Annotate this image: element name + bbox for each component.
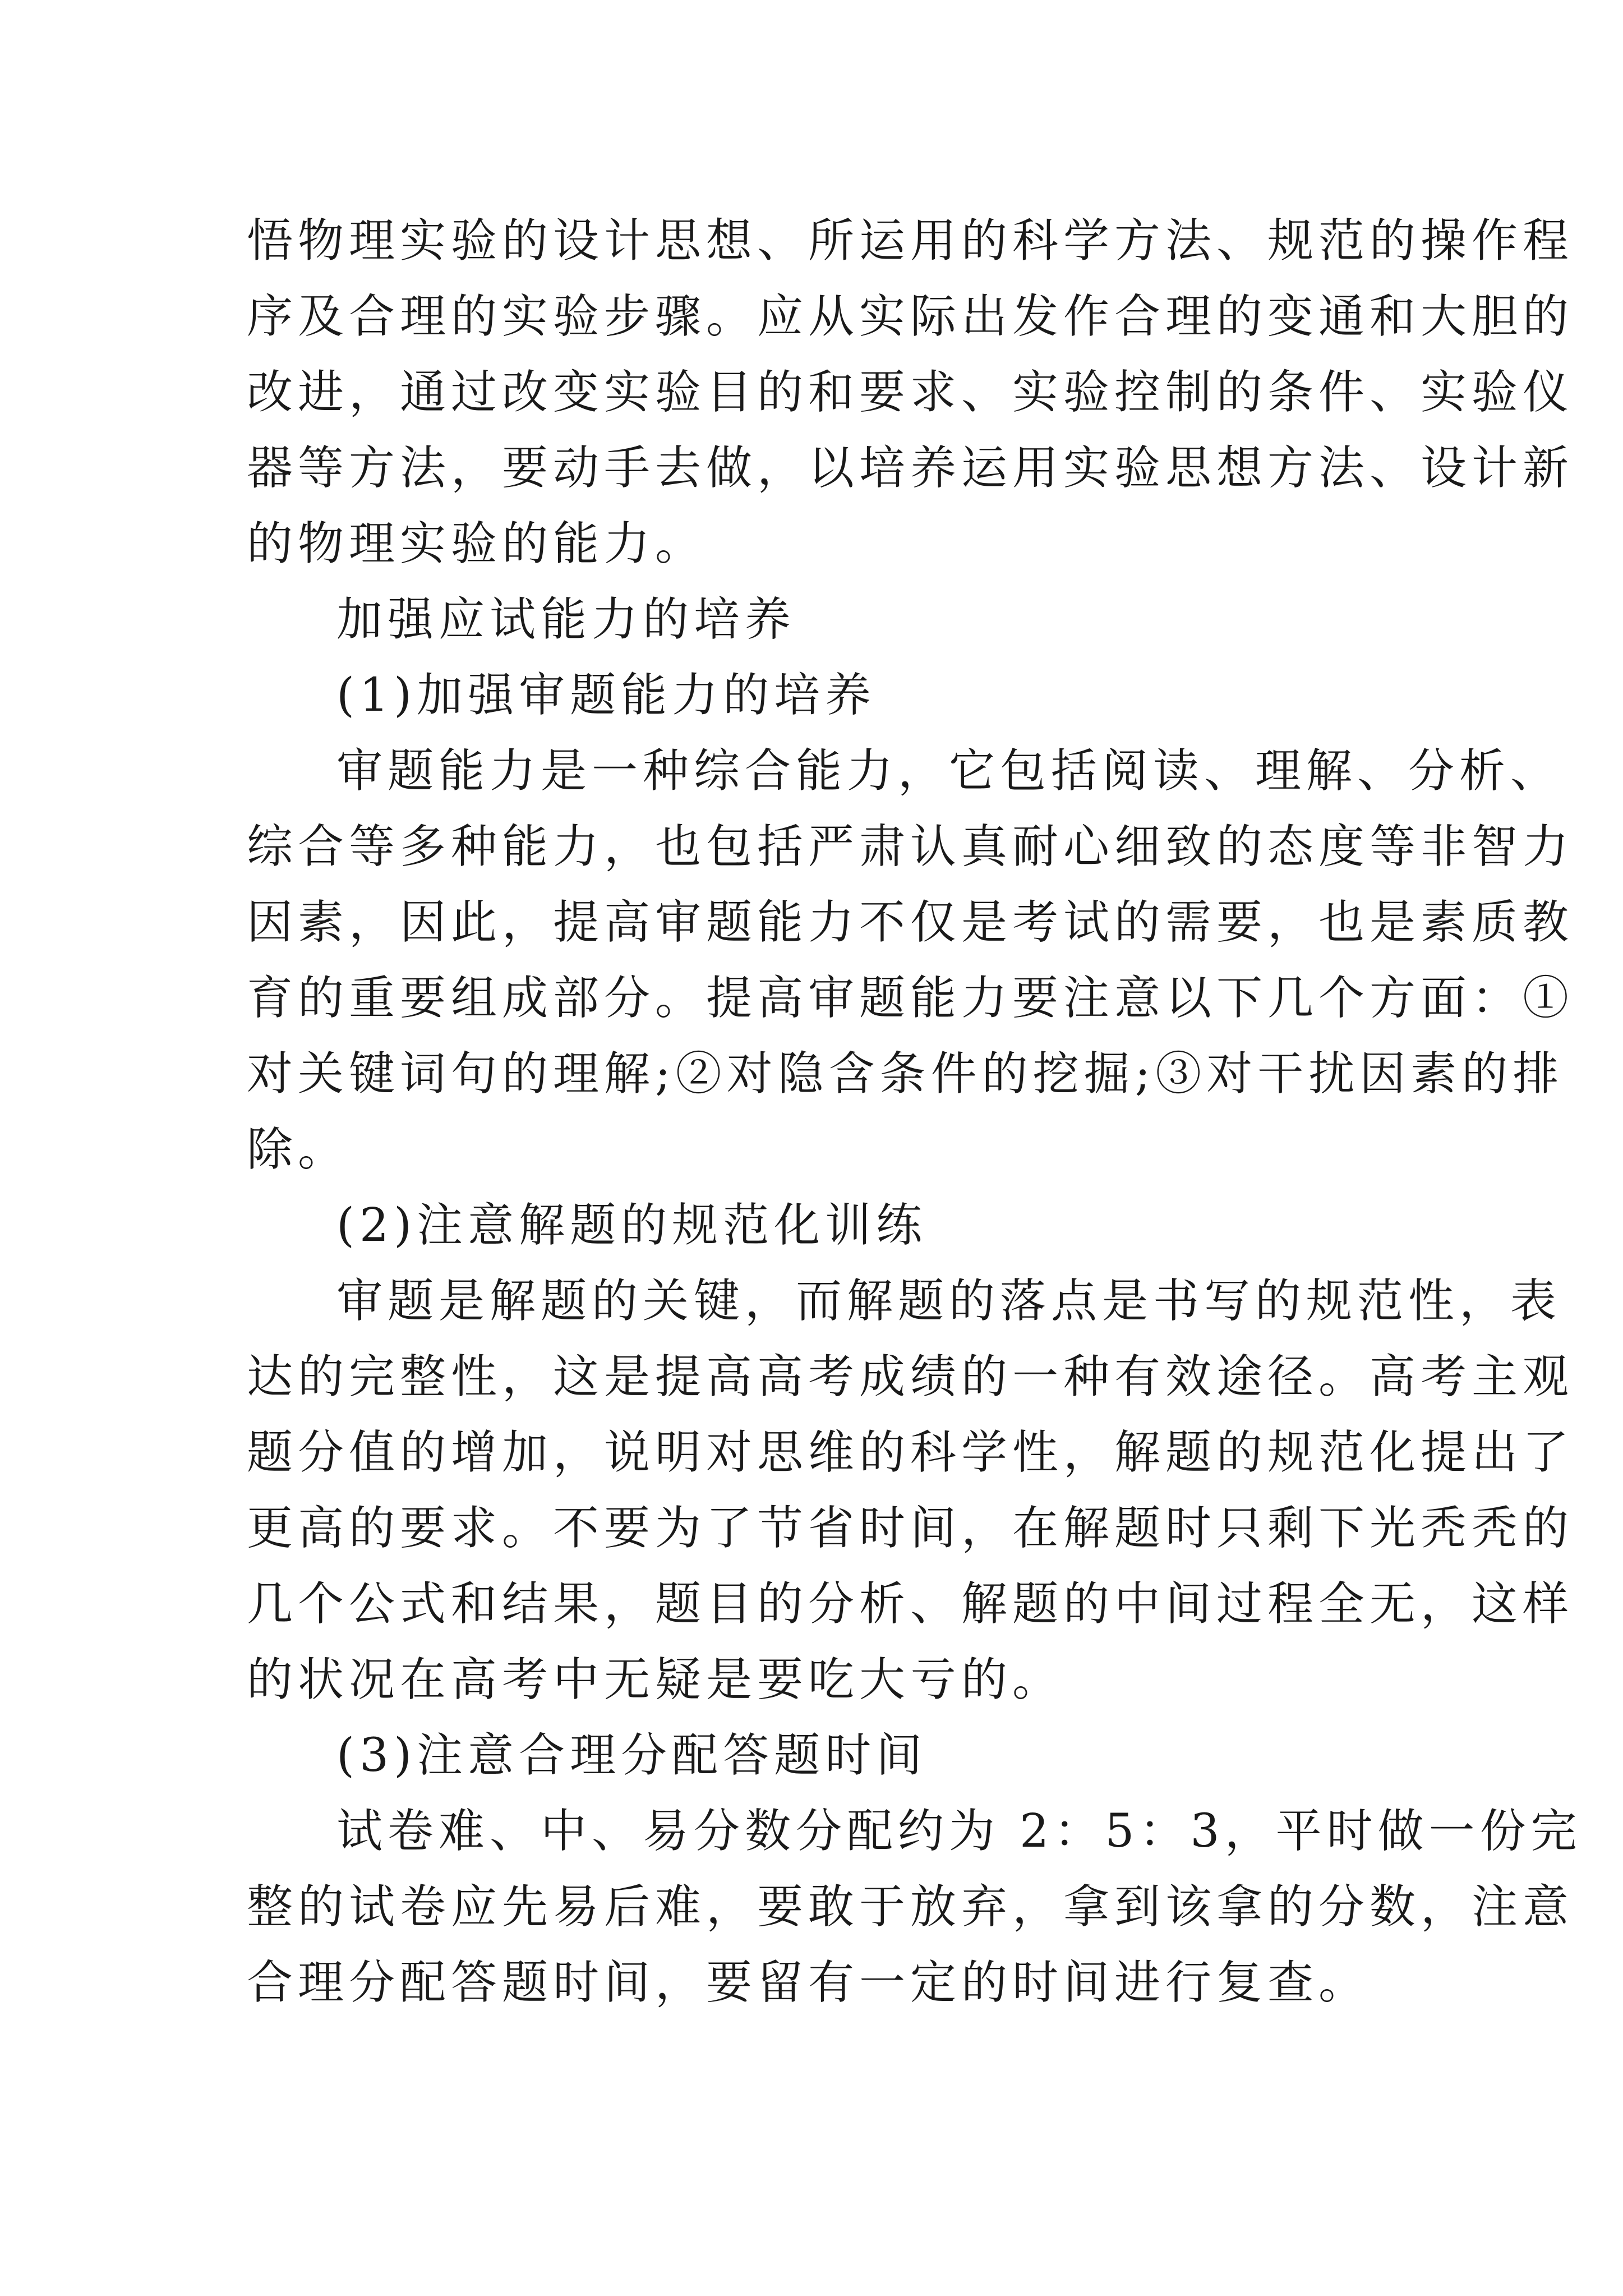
paragraph-line: 序及合理的实验步骤。应从实际出发作合理的变通和大胆的 <box>247 290 1574 343</box>
paragraph-line: 整的试卷应先易后难，要敢于放弃，拿到该拿的分数，注意 <box>247 1880 1574 1934</box>
section-heading: 加强应试能力的培养 <box>336 593 796 646</box>
paragraph-line: 合理分配答题时间，要留有一定的时间进行复查。 <box>247 1956 1370 2009</box>
paragraph-line: 对关键词句的理解;②对隐含条件的挖掘;③对干扰因素的排 <box>247 1047 1564 1101</box>
paragraph-line: 除。 <box>247 1123 349 1176</box>
paragraph-line: 审题能力是一种综合能力，它包括阅读、理解、分析、 <box>336 744 1562 798</box>
paragraph-line: 试卷难、中、易分数分配约为 2：5：3，平时做一份完 <box>336 1805 1582 1858</box>
paragraph-line: 题分值的增加，说明对思维的科学性，解题的规范化提出了 <box>247 1426 1574 1479</box>
subsection-heading: (3)注意合理分配答题时间 <box>336 1729 928 1782</box>
paragraph-line: 器等方法，要动手去做，以培养运用实验思想方法、设计新 <box>247 441 1574 495</box>
paragraph-line: 达的完整性，这是提高高考成绩的一种有效途径。高考主观 <box>247 1350 1574 1404</box>
paragraph-line: 审题是解题的关键，而解题的落点是书写的规范性，表 <box>336 1274 1562 1328</box>
paragraph-line: 综合等多种能力，也包括严肃认真耐心细致的态度等非智力 <box>247 820 1574 873</box>
subsection-heading: (2)注意解题的规范化训练 <box>336 1199 928 1252</box>
paragraph-line: 的物理实验的能力。 <box>247 517 707 570</box>
paragraph-line: 几个公式和结果，题目的分析、解题的中间过程全无，这样 <box>247 1577 1574 1631</box>
paragraph-line: 的状况在高考中无疑是要吃大亏的。 <box>247 1653 1064 1706</box>
subsection-heading: (1)加强审题能力的培养 <box>336 669 877 722</box>
paragraph-line: 悟物理实验的设计思想、所运用的科学方法、规范的操作程 <box>247 214 1574 268</box>
paragraph-line: 因素，因此，提高审题能力不仅是考试的需要，也是素质教 <box>247 896 1574 949</box>
paragraph-line: 更高的要求。不要为了节省时间，在解题时只剩下光秃秃的 <box>247 1502 1574 1555</box>
paragraph-line: 改进，通过改变实验目的和要求、实验控制的条件、实验仪 <box>247 366 1574 419</box>
paragraph-line: 育的重要组成部分。提高审题能力要注意以下几个方面：① <box>247 972 1574 1025</box>
